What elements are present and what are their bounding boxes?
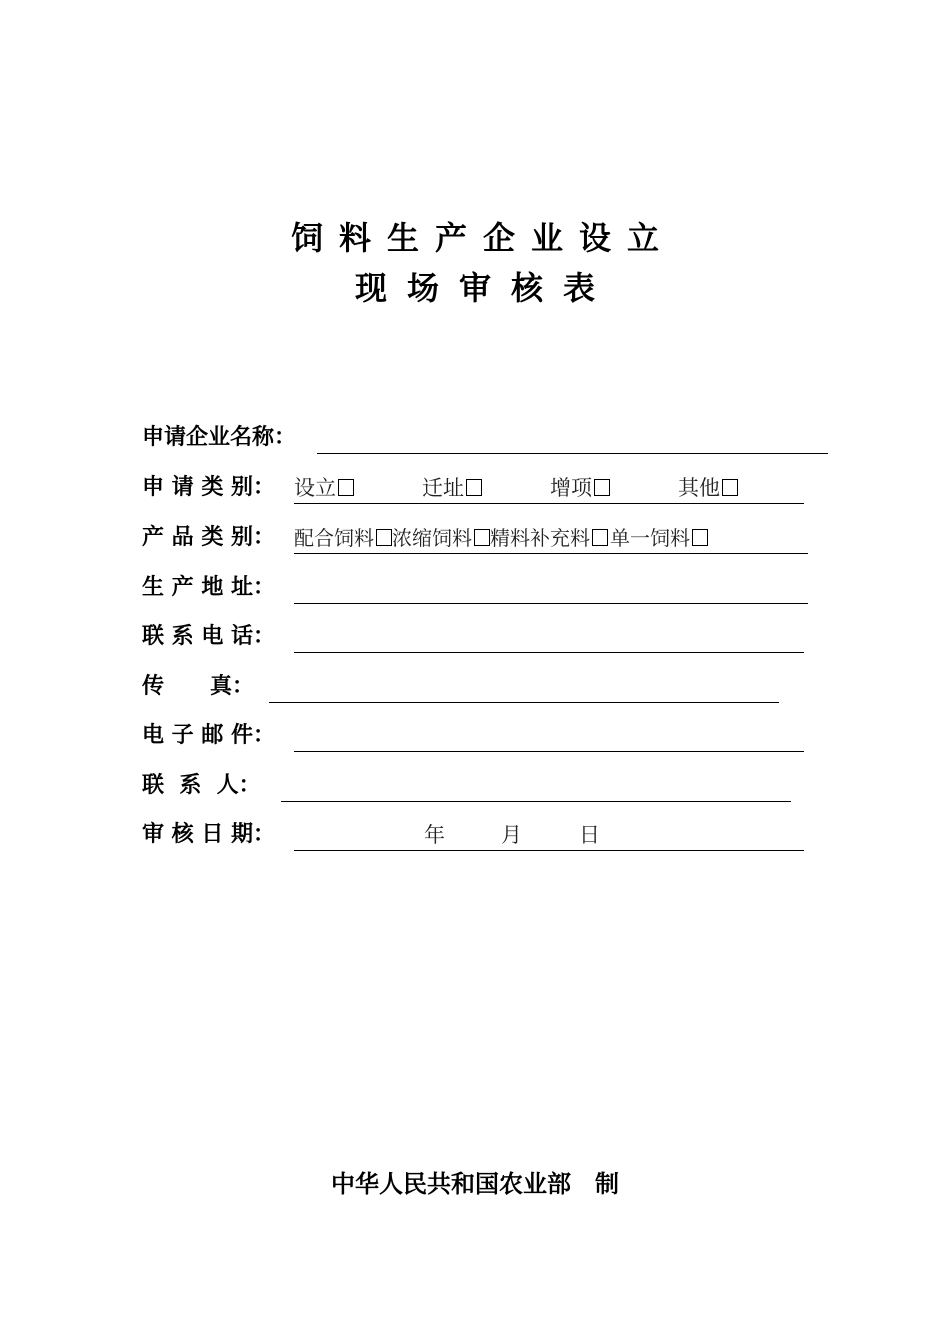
checkbox[interactable] xyxy=(338,479,354,496)
product-type-option[interactable]: 精料补充料 xyxy=(490,523,609,553)
fax-field[interactable] xyxy=(269,672,779,703)
contact-field[interactable] xyxy=(281,771,791,802)
date-month-label: 月 xyxy=(501,823,522,847)
checkbox[interactable] xyxy=(722,479,738,496)
phone-label: 联 系 电 话： xyxy=(142,624,275,649)
checkbox[interactable] xyxy=(466,479,482,496)
product-type-field xyxy=(294,523,808,554)
review-date-label: 审 核 日 期： xyxy=(142,822,275,847)
footer-issuer xyxy=(0,1168,950,1200)
company-name-field[interactable] xyxy=(317,423,828,454)
product-type-option[interactable]: 配合饲料 xyxy=(294,523,393,553)
application-type-field xyxy=(294,473,804,504)
company-name-label: 申请企业名称： xyxy=(142,425,297,450)
checkbox[interactable] xyxy=(376,529,392,546)
product-type-option[interactable]: 浓缩饲料 xyxy=(392,523,491,553)
address-label: 生 产 地 址： xyxy=(142,575,275,600)
form-title-line2: 现场审核表 xyxy=(354,269,615,307)
email-field[interactable] xyxy=(294,721,804,752)
date-day-label: 日 xyxy=(579,823,600,847)
product-type-label: 产 品 类 别： xyxy=(142,525,275,550)
checkbox[interactable] xyxy=(692,529,708,546)
form-title-line1: 饲料生产企业设立 xyxy=(290,219,675,257)
application-type-option[interactable]: 其他 xyxy=(678,473,739,503)
checkbox[interactable] xyxy=(592,529,608,546)
checkbox[interactable] xyxy=(474,529,490,546)
issuer-suffix: 制 xyxy=(595,1170,619,1198)
checkbox[interactable] xyxy=(594,479,610,496)
date-year-label: 年 xyxy=(424,823,445,847)
email-label: 电 子 邮 件： xyxy=(142,723,275,748)
contact-label: 联 系 人： xyxy=(142,773,261,798)
product-type-option[interactable]: 单一饲料 xyxy=(610,523,709,553)
phone-field[interactable] xyxy=(294,622,804,653)
application-type-option[interactable]: 增项 xyxy=(550,473,611,503)
application-type-option[interactable]: 设立 xyxy=(294,473,355,503)
application-type-label: 申 请 类 别： xyxy=(142,475,275,500)
fax-label: 传 真： xyxy=(142,674,254,699)
review-date-field[interactable] xyxy=(294,820,804,851)
application-type-option[interactable]: 迁址 xyxy=(422,473,483,503)
issuer-name: 中华人民共和国农业部 xyxy=(331,1170,571,1198)
address-field[interactable] xyxy=(294,573,808,604)
